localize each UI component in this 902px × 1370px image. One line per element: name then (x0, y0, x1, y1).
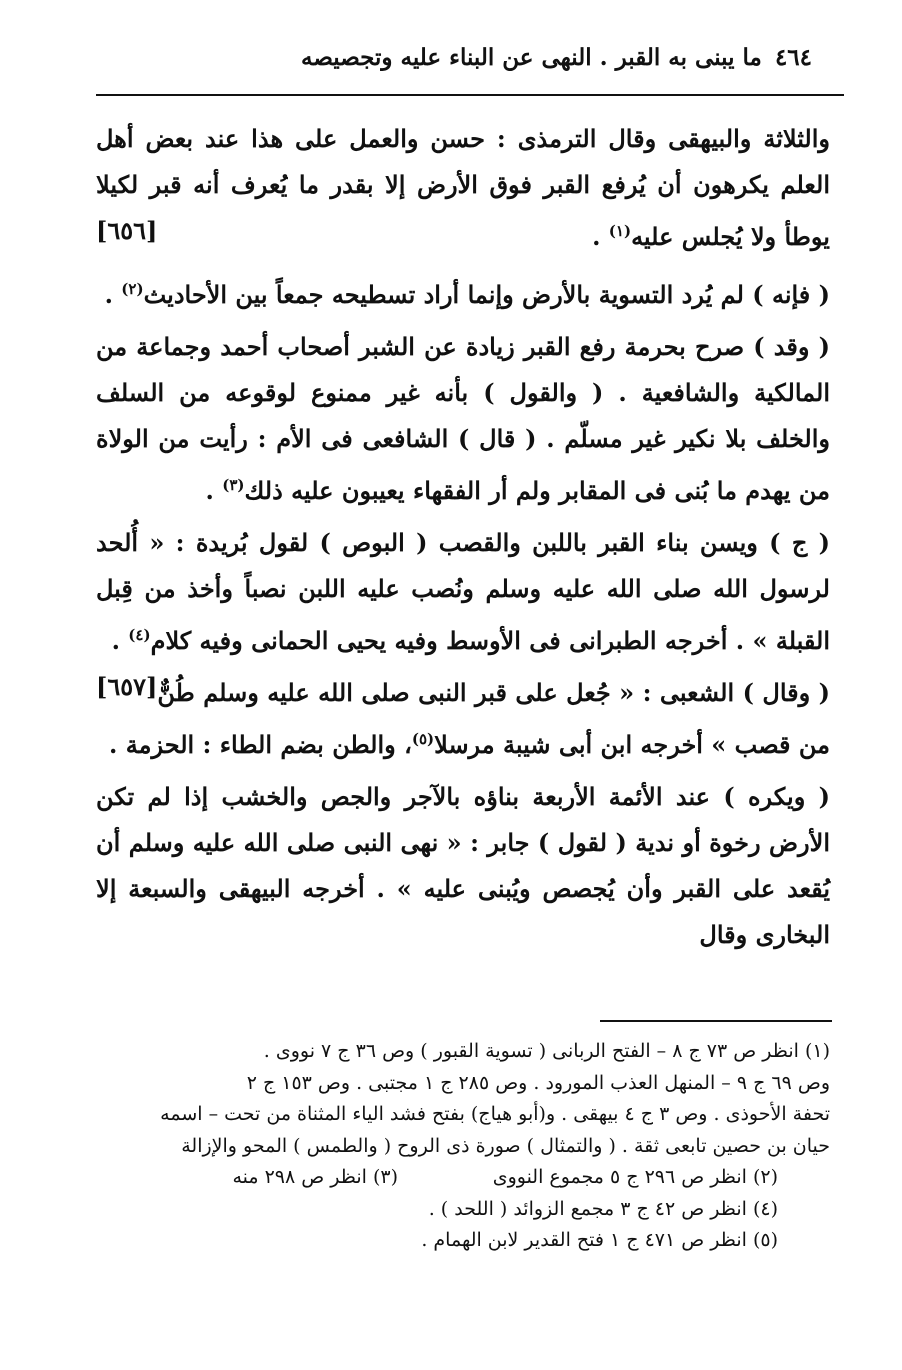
footnote-5: (٥) انظر ص ٤٧١ ج ١ فتح القدير لابن الهمام . (421, 1229, 778, 1251)
footnote-1-line-3: تحفة الأحوذى . وص ٣ ج ٤ بيهقى . و(أبو هياج) بفتح فشد الياء المثناة من تحت – اسمه (160, 1103, 830, 1125)
paragraph-4-end: . (111, 626, 129, 655)
paragraph-1 (96, 116, 830, 260)
footnote-2: (٢) انظر ص ٢٩٦ ج ٥ مجموع النووى (492, 1166, 778, 1188)
paragraph-1-text: والثلاثة والبيهقى وقال الترمذى : حسن والعمل على هذا عند بعض أهل العلم يكرهون أن يُرفع القبر فوق الأرض إلا بقدر ما يُعرف أنه قبر لكيلا يوطأ ولا يُجلس عليه (96, 124, 830, 251)
paragraph-3-end: . (205, 476, 223, 505)
paragraph-3 (96, 324, 830, 514)
running-header (96, 40, 816, 82)
footnote-marker-5: (٥) (411, 730, 435, 748)
paragraph-4 (96, 520, 830, 701)
paragraph-2-text: ( فإنه ) لم يُرد التسوية بالأرض وإنما أراد تسطيحه جمعاً بين الأحاديث (143, 280, 830, 309)
paragraph-2-end: . (104, 280, 122, 309)
paragraph-4-text: ( ج ) ويسن بناء القبر باللبن والقصب ( البوص ) لقول بُريدة : « أُلحد لرسول الله صلى الله عليه وسلم ونُصب عليه اللبن نصباً وأخذ من قِبل القبلة » . أخرجه الطبرانى فى الأوسط وفيه يحيى الحمانى وفيه كلام (96, 528, 830, 655)
paragraph-3-text: ( وقد ) صرح بحرمة رفع القبر زيادة عن الشبر أصحاب أحمد وجماعة من المالكية والشافعية . ( والقول ) بأنه غير ممنوع لوقوعه من السلف والخلف بلا نكير غير مسلّم . ( قال ) الشافعى فى الأم : رأيت من الولاة من يهدم ما بُنى فى المقابر ولم أر الفقهاء يعيبون عليه ذلك (96, 332, 831, 505)
footnotes (96, 1036, 830, 1257)
paragraph-5 (96, 670, 830, 768)
header-rule (96, 94, 844, 96)
paragraph-6 (96, 774, 830, 958)
hadith-number-657: [٦٥٧] (96, 672, 158, 701)
footnote-1-line-4: حيان بن حصين تابعى ثقة . ( والتمثال ) صورة ذى الروح ( والطمس ) المحو والإزالة (181, 1134, 830, 1157)
main-text (96, 116, 830, 964)
paragraph-5-end: ، والطن بضم الطاء : الحزمة . (109, 730, 412, 759)
footnote-marker-2: (٢) (121, 280, 144, 298)
footnote-row-2-3 (96, 1162, 830, 1194)
footnote-marker-4: (٤) (128, 626, 151, 644)
footnote-4: (٤) انظر ص ٤٢ ج ٣ مجمع الزوائد ( اللحد ) . (428, 1197, 778, 1220)
footnote-1-line-2: وص ٦٩ ج ٩ – المنهل العذب المورود . وص ٢٨٥ ج ١ مجتبى . وص ١٥٣ ج ٢ (246, 1071, 830, 1094)
footnote-3: (٣) انظر ص ٢٩٨ منه (232, 1166, 398, 1188)
footnote-marker-3: (٣) (222, 476, 245, 494)
page-number: ٤٦٤ (774, 44, 812, 71)
hadith-number-656: [٦٥٦] (96, 216, 158, 245)
footnote-1-line-1: (١) انظر ص ٧٣ ج ٨ – الفتح الربانى ( تسوية القبور ) وص ٣٦ ج ٧ نووى . (263, 1040, 830, 1062)
footnote-rule (600, 1020, 832, 1022)
footnote-marker-1: (١) (608, 222, 632, 240)
paragraph-1-end: . (592, 222, 609, 251)
paragraph-2 (96, 266, 830, 318)
running-title: ما يبنى به القبر . النهى عن البناء عليه وتجصيصه (301, 44, 762, 71)
paragraph-5-text: ( وقال ) الشعبى : « جُعل على قبر النبى صلى الله عليه وسلم طُنٌّ من قصب » أخرجه ابن أبى شيبة مرسلا (157, 678, 830, 759)
paragraph-6-text: ( ويكره ) عند الأئمة الأربعة بناؤه بالآجر والجص والخشب إذا لم تكن الأرض رخوة أو ندية ( لقول ) جابر : « نهى النبى صلى الله عليه وسلم أن يُقعد على القبر وأن يُجصص ويُبنى عليه » . أخرجه البيهقى والسبعة إلا البخارى وقال (96, 782, 830, 949)
